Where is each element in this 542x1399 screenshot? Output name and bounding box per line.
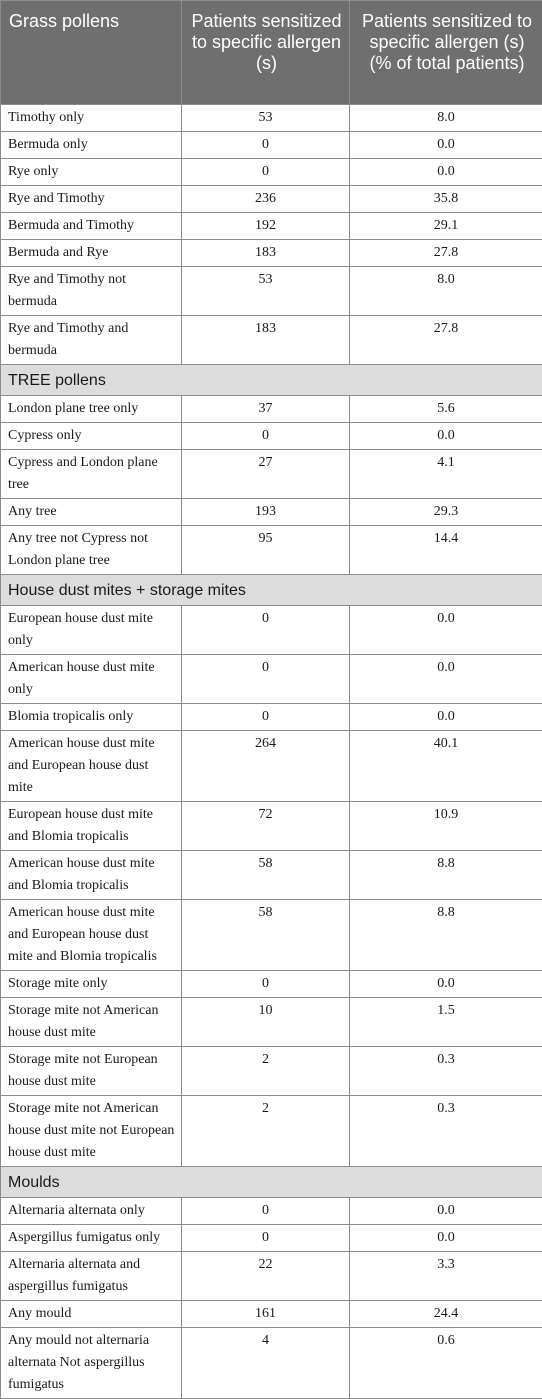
patient-percent: 0.0 <box>350 1225 542 1252</box>
section-header-row <box>1 1167 542 1198</box>
patient-percent: 3.3 <box>350 1252 542 1301</box>
patient-percent: 8.8 <box>350 851 542 900</box>
allergen-label: European house dust mite and Blomia tropicalis <box>1 802 182 851</box>
patient-percent: 10.9 <box>350 802 542 851</box>
allergen-label: Any tree not Cypress not London plane tree <box>1 526 182 575</box>
allergen-label: Blomia tropicalis only <box>1 704 182 731</box>
table-row <box>1 240 542 267</box>
allergen-label: Storage mite only <box>1 971 182 998</box>
patient-count: 53 <box>182 105 350 132</box>
section-title: House dust mites + storage mites <box>1 575 542 606</box>
allergen-label: Bermuda and Timothy <box>1 213 182 240</box>
allergen-label: Rye and Timothy not bermuda <box>1 267 182 316</box>
patient-count: 0 <box>182 606 350 655</box>
section-header-row <box>1 575 542 606</box>
patient-percent: 5.6 <box>350 396 542 423</box>
allergen-label: Storage mite not American house dust mite <box>1 998 182 1047</box>
header-category: Grass pollens <box>1 1 182 105</box>
table-row <box>1 998 542 1047</box>
patient-count: 58 <box>182 851 350 900</box>
allergen-label: Aspergillus fumigatus only <box>1 1225 182 1252</box>
table-row <box>1 1047 542 1096</box>
patient-percent: 0.0 <box>350 971 542 998</box>
patient-count: 58 <box>182 900 350 971</box>
patient-percent: 0.3 <box>350 1047 542 1096</box>
patient-count: 264 <box>182 731 350 802</box>
header-patients-count: Patients sensitized to specific allergen (s) <box>182 1 350 105</box>
section-title: TREE pollens <box>1 365 542 396</box>
table-row <box>1 655 542 704</box>
patient-percent: 14.4 <box>350 526 542 575</box>
patient-percent: 27.8 <box>350 240 542 267</box>
allergen-label: American house dust mite and European house dust mite and Blomia tropicalis <box>1 900 182 971</box>
allergen-label: European house dust mite only <box>1 606 182 655</box>
table-row <box>1 105 542 132</box>
patient-percent: 29.1 <box>350 213 542 240</box>
patient-count: 22 <box>182 1252 350 1301</box>
table-row <box>1 1301 542 1328</box>
patient-count: 183 <box>182 316 350 365</box>
table-row <box>1 1198 542 1225</box>
patient-count: 0 <box>182 423 350 450</box>
allergen-label: London plane tree only <box>1 396 182 423</box>
table-row <box>1 1096 542 1167</box>
patient-count: 37 <box>182 396 350 423</box>
table-row <box>1 267 542 316</box>
table-row <box>1 159 542 186</box>
section-title: Moulds <box>1 1167 542 1198</box>
allergen-label: Storage mite not American house dust mite not European house dust mite <box>1 1096 182 1167</box>
patient-count: 2 <box>182 1047 350 1096</box>
allergen-label: American house dust mite only <box>1 655 182 704</box>
table-header <box>1 1 542 105</box>
table-row <box>1 851 542 900</box>
patient-count: 192 <box>182 213 350 240</box>
table-row <box>1 971 542 998</box>
patient-count: 95 <box>182 526 350 575</box>
allergen-label: Bermuda only <box>1 132 182 159</box>
section-header-row <box>1 365 542 396</box>
allergen-label: Any tree <box>1 499 182 526</box>
table-row <box>1 526 542 575</box>
patient-count: 193 <box>182 499 350 526</box>
patient-count: 2 <box>182 1096 350 1167</box>
patient-percent: 27.8 <box>350 316 542 365</box>
patient-percent: 1.5 <box>350 998 542 1047</box>
table-row <box>1 1225 542 1252</box>
allergen-label: Rye and Timothy <box>1 186 182 213</box>
table-row <box>1 1252 542 1301</box>
patient-count: 0 <box>182 971 350 998</box>
patient-count: 53 <box>182 267 350 316</box>
table-row <box>1 213 542 240</box>
patient-percent: 8.0 <box>350 267 542 316</box>
patient-percent: 0.0 <box>350 606 542 655</box>
table-row <box>1 900 542 971</box>
table-row <box>1 499 542 526</box>
patient-percent: 29.3 <box>350 499 542 526</box>
patient-count: 0 <box>182 132 350 159</box>
patient-percent: 0.0 <box>350 704 542 731</box>
patient-count: 10 <box>182 998 350 1047</box>
patient-count: 0 <box>182 159 350 186</box>
allergen-label: Alternaria alternata only <box>1 1198 182 1225</box>
patient-percent: 35.8 <box>350 186 542 213</box>
patient-percent: 0.0 <box>350 423 542 450</box>
allergen-label: Any mould <box>1 1301 182 1328</box>
patient-count: 161 <box>182 1301 350 1328</box>
table-row <box>1 704 542 731</box>
patient-percent: 0.6 <box>350 1328 542 1399</box>
table-row <box>1 186 542 213</box>
patient-percent: 4.1 <box>350 450 542 499</box>
table-row <box>1 802 542 851</box>
allergen-label: Timothy only <box>1 105 182 132</box>
allergen-label: American house dust mite and Blomia tropicalis <box>1 851 182 900</box>
allergen-label: American house dust mite and European house dust mite <box>1 731 182 802</box>
patient-count: 4 <box>182 1328 350 1399</box>
allergen-label: Rye and Timothy and bermuda <box>1 316 182 365</box>
allergen-label: Any mould not alternaria alternata Not aspergillus fumigatus <box>1 1328 182 1399</box>
table-row <box>1 1328 542 1399</box>
patient-percent: 0.3 <box>350 1096 542 1167</box>
allergen-label: Alternaria alternata and aspergillus fumigatus <box>1 1252 182 1301</box>
patient-percent: 0.0 <box>350 655 542 704</box>
allergen-label: Cypress and London plane tree <box>1 450 182 499</box>
header-row <box>1 1 542 105</box>
patient-percent: 0.0 <box>350 132 542 159</box>
patient-count: 72 <box>182 802 350 851</box>
allergen-label: Rye only <box>1 159 182 186</box>
table-row <box>1 450 542 499</box>
table-row <box>1 132 542 159</box>
patient-count: 0 <box>182 704 350 731</box>
patient-count: 0 <box>182 655 350 704</box>
table-row <box>1 606 542 655</box>
patient-count: 27 <box>182 450 350 499</box>
patient-count: 236 <box>182 186 350 213</box>
patient-count: 0 <box>182 1225 350 1252</box>
patient-count: 0 <box>182 1198 350 1225</box>
patient-percent: 8.0 <box>350 105 542 132</box>
patient-percent: 40.1 <box>350 731 542 802</box>
table-row <box>1 731 542 802</box>
patient-percent: 8.8 <box>350 900 542 971</box>
table-row <box>1 423 542 450</box>
patient-percent: 24.4 <box>350 1301 542 1328</box>
table-row <box>1 396 542 423</box>
table-body <box>1 105 542 1399</box>
table-row <box>1 316 542 365</box>
patient-percent: 0.0 <box>350 1198 542 1225</box>
header-patients-percent: Patients sensitized to specific allergen (s) (% of total patients) <box>350 1 542 105</box>
allergen-label: Bermuda and Rye <box>1 240 182 267</box>
allergen-label: Storage mite not European house dust mite <box>1 1047 182 1096</box>
patient-percent: 0.0 <box>350 159 542 186</box>
allergen-label: Cypress only <box>1 423 182 450</box>
patient-count: 183 <box>182 240 350 267</box>
